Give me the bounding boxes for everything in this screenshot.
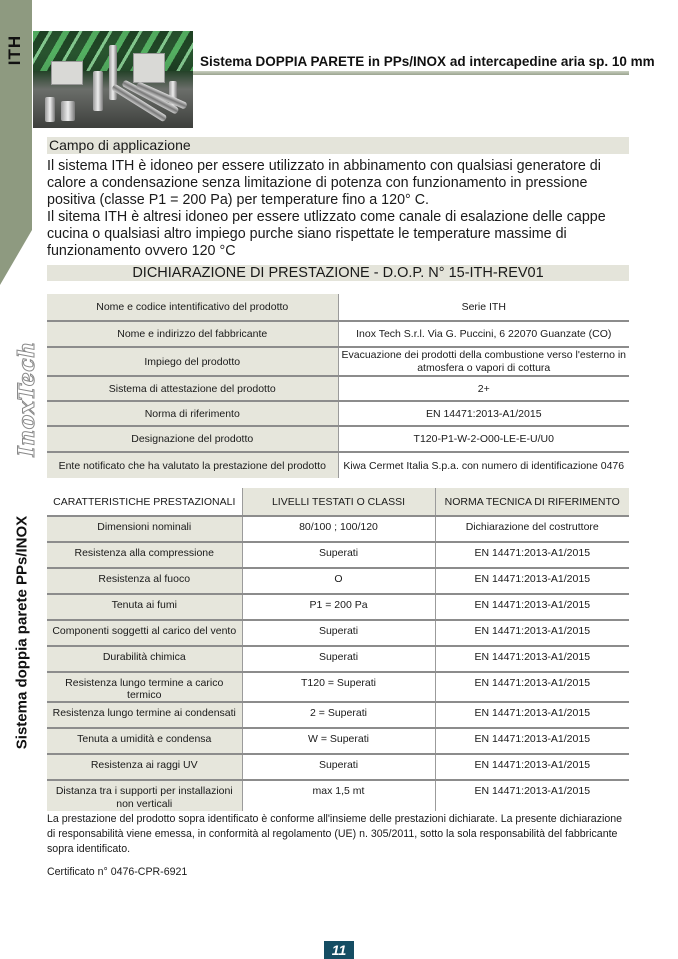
campo-paragraph-2: Il sitema ITH è altresi idoneo per essere utlizzato come canale di esalazione delle cappe cucina o qualsiasi altro impiego purche siano rispettate le temperature massime di funzionamento ovvero 120 °C — [47, 209, 606, 260]
dop-key: Nome e indirizzo del fabbricante — [47, 321, 338, 347]
cell-level: W = Superati — [242, 728, 435, 754]
cell-level: Superati — [242, 754, 435, 780]
dop-key: Ente notificato che ha valutato la prestazione del prodotto — [47, 452, 338, 478]
cell-level: Superati — [242, 542, 435, 568]
cell-norm: EN 14471:2013-A1/2015 — [435, 702, 629, 728]
dop-key: Impiego del prodotto — [47, 347, 338, 376]
table-row — [47, 780, 629, 811]
ith-tab-label: ITH — [5, 34, 25, 66]
dop-value: Inox Tech S.r.l. Via G. Puccini, 6 22070 Guanzate (CO) — [338, 321, 629, 347]
table-row — [47, 401, 629, 426]
campo-paragraph-1: Il sistema ITH è idoneo per essere utilizzato in abbinamento con qualsiasi generatore di calore a condensazione senza limitazione di potenza con funzionamento in pressione positiva (classe P1 = 200 Pa) per temperature fino a 120° C. — [47, 158, 601, 209]
header-divider — [193, 71, 629, 75]
cell-norm: EN 14471:2013-A1/2015 — [474, 785, 591, 797]
table-row — [47, 542, 629, 568]
certificate-number: Certificato n° 0476-CPR-6921 — [47, 866, 188, 878]
cell-characteristic: Resistenza alla compressione — [47, 542, 242, 568]
table-row — [47, 376, 629, 401]
cell-characteristic: Durabilità chimica — [47, 646, 242, 672]
dop-table — [47, 294, 629, 478]
cell-norm: EN 14471:2013-A1/2015 — [435, 568, 629, 594]
section-heading-campo: Campo di applicazione — [47, 137, 629, 154]
cell-characteristic: Componenti soggetti al carico del vento — [47, 620, 242, 646]
brand-logo: InoxTech — [14, 341, 40, 457]
cell-characteristic: Distanza tra i supporti per installazioni non verticali — [47, 780, 242, 811]
cell-characteristic: Resistenza lungo termine ai condensati — [47, 702, 242, 728]
cell-norm: EN 14471:2013-A1/2015 — [435, 542, 629, 568]
cell-characteristic: Resistenza ai raggi UV — [47, 754, 242, 780]
dop-value: Kiwa Cermet Italia S.p.a. con numero di identificazione 0476 — [338, 452, 629, 478]
dop-key: Designazione del prodotto — [47, 426, 338, 452]
cell-norm: EN 14471:2013-A1/2015 — [435, 646, 629, 672]
cell-norm: EN 14471:2013-A1/2015 — [435, 672, 629, 702]
cell-level: 80/100 ; 100/120 — [242, 516, 435, 542]
table-row — [47, 347, 629, 376]
dop-heading: DICHIARAZIONE DI PRESTAZIONE - D.O.P. N° 15-ITH-REV01 — [47, 265, 629, 281]
table-row — [47, 620, 629, 646]
section-label: Sistema doppia parete PPs/INOX — [13, 515, 31, 750]
table-row — [47, 672, 629, 702]
cell-characteristic: Resistenza al fuoco — [47, 568, 242, 594]
cell-characteristic: Dimensioni nominali — [47, 516, 242, 542]
column-header: NORMA TECNICA DI RIFERIMENTO — [435, 488, 629, 516]
cell-norm: EN 14471:2013-A1/2015 — [435, 620, 629, 646]
cell-norm: EN 14471:2013-A1/2015 — [435, 728, 629, 754]
table-row — [47, 568, 629, 594]
table-row — [47, 646, 629, 672]
cell-level: max 1,5 mt — [242, 780, 435, 811]
conformity-statement: La prestazione del prodotto sopra identificato è conforme all'insieme delle prestazioni dichiarate. La presente dichiarazione di responsabilità viene emessa, in conformità al regolamento (UE) n. 305/2011, sotto la sola responsabilità del fabbricante sopra identificato. — [47, 813, 623, 855]
cell-norm: EN 14471:2013-A1/2015 — [435, 754, 629, 780]
cell-level: 2 = Superati — [242, 702, 435, 728]
table-row — [47, 452, 629, 478]
table-row — [47, 321, 629, 347]
cell-level: T120 = Superati — [242, 672, 435, 702]
dop-value: EN 14471:2013-A1/2015 — [338, 401, 629, 426]
dop-key: Sistema di attestazione del prodotto — [47, 376, 338, 401]
table-row — [47, 426, 629, 452]
cell-characteristic: Tenuta a umidità e condensa — [47, 728, 242, 754]
table-row — [47, 516, 629, 542]
cell-level: Superati — [242, 620, 435, 646]
page-title: Sistema DOPPIA PARETE in PPs/INOX ad intercapedine aria sp. 10 mm — [200, 54, 655, 69]
column-header: CARATTERISTICHE PRESTAZIONALI — [47, 488, 242, 516]
page-number: 11 — [324, 941, 354, 959]
product-photo — [33, 31, 193, 128]
dop-key: Norma di riferimento — [47, 401, 338, 426]
cell-norm: EN 14471:2013-A1/2015 — [435, 594, 629, 620]
table-row — [47, 294, 629, 321]
cell-level: Superati — [242, 646, 435, 672]
cell-characteristic: Resistenza lungo termine a carico termico — [47, 672, 242, 702]
performance-table — [47, 488, 629, 811]
cell-characteristic: Tenuta ai fumi — [47, 594, 242, 620]
table-row — [47, 754, 629, 780]
dop-value: T120-P1-W-2-O00-LE-E-U/U0 — [338, 426, 629, 452]
ith-tab — [6, 34, 28, 64]
dop-value: 2+ — [338, 376, 629, 401]
cell-norm: Dichiarazione del costruttore — [435, 516, 629, 542]
table-row — [47, 728, 629, 754]
table-row — [47, 594, 629, 620]
table-row — [47, 702, 629, 728]
table-header-row — [47, 488, 629, 516]
dop-value: Serie ITH — [338, 294, 629, 321]
dop-value: Evacuazione dei prodotti della combustione verso l'esterno in atmosfera o vapori di cottura — [338, 347, 629, 376]
cell-level: P1 = 200 Pa — [242, 594, 435, 620]
cell-level: O — [242, 568, 435, 594]
column-header: LIVELLI TESTATI O CLASSI — [242, 488, 435, 516]
dop-key: Nome e codice intentificativo del prodotto — [47, 294, 338, 321]
